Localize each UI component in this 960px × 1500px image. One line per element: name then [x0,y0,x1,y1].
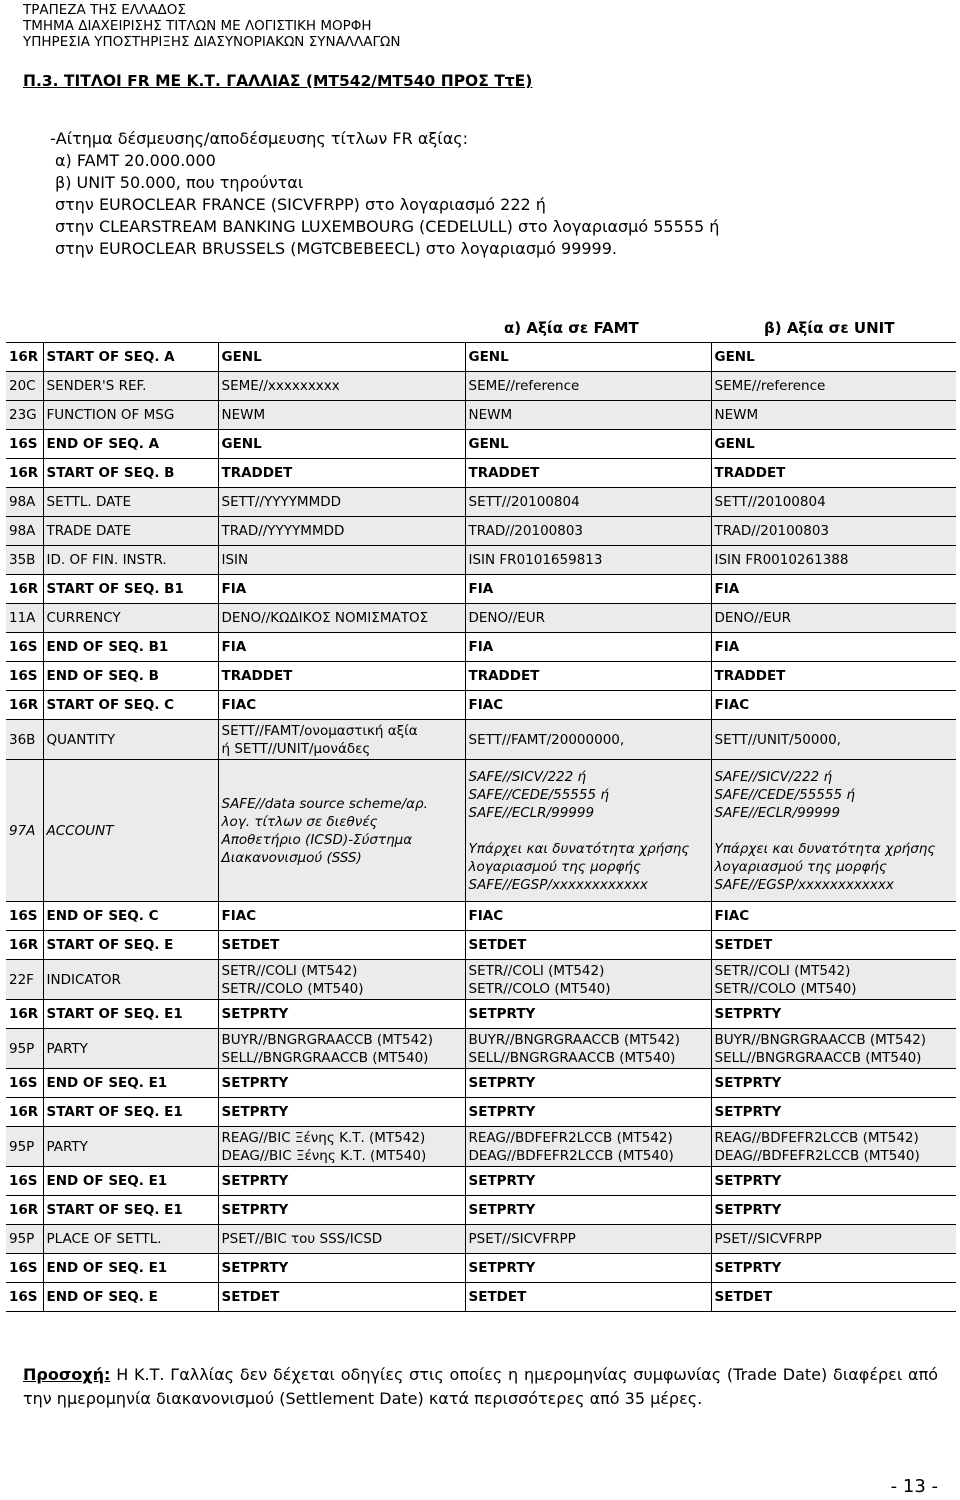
cell-unit-value: SETPRTY [711,1000,956,1029]
table-row [6,459,956,488]
intro-text [50,128,720,260]
cell-field: START OF SEQ. E1 [43,1000,218,1029]
table-row [6,401,956,430]
header-line-3: ΥΠΗΡΕΣΙΑ ΥΠΟΣΤΗΡΙΞΗΣ ΔΙΑΣΥΝΟΡΙΑΚΩΝ ΣΥΝΑΛΛΑΓΩΝ [23,34,401,50]
cell-unit-value: SAFE//SICV/222 ή SAFE//CEDE/55555 ή SAFE//ECLR/99999 Υπάρχει και δυνατότητα χρήσης λογαριασμού της μορφής SAFE//EGSP/xxxxxxxxxxxx [711,760,956,902]
cell-unit-value: TRAD//20100803 [711,517,956,546]
cell-tag: 16R [6,1000,43,1029]
cell-unit-value: SETPRTY [711,1196,956,1225]
cell-format: SAFE//data source scheme/αρ. λογ. τίτλων σε διεθνές Αποθετήριο (ICSD)-Σύστημα Διακανονισμού (SSS) [218,760,465,902]
table-row [6,633,956,662]
table-row [6,546,956,575]
note-text: Η Κ.Τ. Γαλλίας δεν δέχεται οδηγίες στις οποίες η ημερομηνίας συμφωνίας (Trade Date) διαφέρει από την ημερομηνία διακανονισμού (Settlement Date) κατά περισσότερες από 35 μέρες. [23,1365,938,1408]
cell-format: SETR//COLI (MT542) SETR//COLO (MT540) [218,960,465,1000]
cell-unit-value: GENL [711,343,956,372]
cell-field: END OF SEQ. E [43,1283,218,1312]
cell-field: SETTL. DATE [43,488,218,517]
cell-field: END OF SEQ. B [43,662,218,691]
intro-line: στην EUROCLEAR FRANCE (SICVFRPP) στο λογαριασμό 222 ή [55,195,546,214]
cell-unit-value: SETT//20100804 [711,488,956,517]
cell-format: SETPRTY [218,1000,465,1029]
table-row [6,430,956,459]
cell-tag: 95P [6,1225,43,1254]
cell-tag: 36B [6,720,43,760]
cell-unit-value: PSET//SICVFRPP [711,1225,956,1254]
intro-line: στην EUROCLEAR BRUSSELS (MGTCBEBEECL) στο λογαριασμό 99999. [55,239,617,258]
cell-tag: 16S [6,662,43,691]
cell-format: FIA [218,633,465,662]
cell-tag: 22F [6,960,43,1000]
cell-famt-value: SEME//reference [465,372,711,401]
intro-line: στην CLEARSTREAM BANKING LUXEMBOURG (CEDELULL) στο λογαριασμό 55555 ή [55,217,720,236]
cell-field: CURRENCY [43,604,218,633]
cell-format: TRADDET [218,662,465,691]
cell-format: FIAC [218,691,465,720]
cell-famt-value: TRAD//20100803 [465,517,711,546]
column-heading-famt: α) Αξία σε FAMT [504,319,639,337]
intro-line: α) FAMT 20.000.000 [55,151,216,170]
cell-format: SETDET [218,1283,465,1312]
cell-field: END OF SEQ. E1 [43,1167,218,1196]
cell-tag: 16R [6,575,43,604]
cell-tag: 98A [6,517,43,546]
cell-famt-value: SETR//COLI (MT542) SETR//COLO (MT540) [465,960,711,1000]
cell-unit-value: SEME//reference [711,372,956,401]
table-row [6,575,956,604]
cell-unit-value: SETPRTY [711,1254,956,1283]
cell-unit-value: FIAC [711,691,956,720]
cell-field: START OF SEQ. E [43,931,218,960]
table-row [6,517,956,546]
cell-format: SETPRTY [218,1167,465,1196]
table-row [6,1225,956,1254]
table-row [6,1196,956,1225]
cell-famt-value: TRADDET [465,662,711,691]
cell-unit-value: DENO//EUR [711,604,956,633]
table-row [6,1098,956,1127]
cell-unit-value: SETPRTY [711,1098,956,1127]
cell-format: SETPRTY [218,1196,465,1225]
cell-unit-value: FIA [711,575,956,604]
cell-tag: 16S [6,633,43,662]
cell-tag: 16S [6,1069,43,1098]
cell-format: SETT//YYYYMMDD [218,488,465,517]
cell-unit-value: SETDET [711,1283,956,1312]
cell-tag: 23G [6,401,43,430]
cell-field: START OF SEQ. A [43,343,218,372]
cell-famt-value: SETDET [465,931,711,960]
swift-message-table [6,342,956,1312]
cell-famt-value: SETT//FAMT/20000000, [465,720,711,760]
cell-field: TRADE DATE [43,517,218,546]
cell-famt-value: SETPRTY [465,1098,711,1127]
table-row [6,662,956,691]
cell-unit-value: SETT//UNIT/50000, [711,720,956,760]
cell-field: END OF SEQ. E1 [43,1069,218,1098]
table-row [6,760,956,902]
cell-field: END OF SEQ. A [43,430,218,459]
table-row [6,691,956,720]
cell-format: DENO//ΚΩΔΙΚΟΣ ΝΟΜΙΣΜΑΤΟΣ [218,604,465,633]
cell-famt-value: ISIN FR0101659813 [465,546,711,575]
cell-tag: 16R [6,1196,43,1225]
note-label: Προσοχή: [23,1365,111,1384]
column-heading-unit: β) Αξία σε UNIT [764,319,895,337]
table-row [6,720,956,760]
cell-tag: 35B [6,546,43,575]
cell-field: END OF SEQ. E1 [43,1254,218,1283]
cell-unit-value: BUYR//BNGRGRAACCB (MT542) SELL//BNGRGRAACCB (MT540) [711,1029,956,1069]
table-row [6,931,956,960]
cell-unit-value: SETPRTY [711,1167,956,1196]
table-row [6,604,956,633]
document-header [23,2,400,50]
cell-tag: 16S [6,1283,43,1312]
cell-format: GENL [218,430,465,459]
cell-famt-value: NEWM [465,401,711,430]
cell-format: REAG//BIC Ξένης Κ.Τ. (MT542) DEAG//BIC Ξένης Κ.Τ. (MT540) [218,1127,465,1167]
cell-tag: 16R [6,931,43,960]
cell-tag: 16R [6,343,43,372]
cell-unit-value: GENL [711,430,956,459]
cell-tag: 16S [6,1254,43,1283]
cell-format: TRAD//YYYYMMDD [218,517,465,546]
table-row [6,960,956,1000]
cell-famt-value: FIAC [465,902,711,931]
note-paragraph [23,1363,938,1411]
cell-famt-value: FIAC [465,691,711,720]
cell-unit-value: TRADDET [711,662,956,691]
cell-unit-value: SETPRTY [711,1069,956,1098]
cell-unit-value: NEWM [711,401,956,430]
cell-unit-value: FIA [711,633,956,662]
cell-famt-value: TRADDET [465,459,711,488]
intro-line: -Αίτημα δέσμευσης/αποδέσμευσης τίτλων FR αξίας: [50,129,469,148]
cell-field: ID. OF FIN. INSTR. [43,546,218,575]
cell-famt-value: DENO//EUR [465,604,711,633]
cell-famt-value: SETPRTY [465,1000,711,1029]
cell-field: PARTY [43,1029,218,1069]
table-row [6,1069,956,1098]
table-row [6,902,956,931]
cell-famt-value: SETPRTY [465,1069,711,1098]
cell-format: PSET//BIC του SSS/ICSD [218,1225,465,1254]
table-row [6,1254,956,1283]
cell-tag: 16S [6,1167,43,1196]
cell-tag: 98A [6,488,43,517]
cell-format: NEWM [218,401,465,430]
cell-tag: 16R [6,691,43,720]
cell-famt-value: FIA [465,633,711,662]
table-row [6,1000,956,1029]
header-line-1: ΤΡΑΠΕΖΑ ΤΗΣ ΕΛΛΑΔΟΣ [23,2,186,18]
cell-famt-value: SETPRTY [465,1196,711,1225]
cell-format: SETT//FAMT/ονομαστική αξία ή SETT//UNIT/μονάδες [218,720,465,760]
cell-famt-value: SETDET [465,1283,711,1312]
cell-famt-value: GENL [465,430,711,459]
cell-unit-value: REAG//BDFEFR2LCCB (MT542) DEAG//BDFEFR2LCCB (MT540) [711,1127,956,1167]
cell-famt-value: SETT//20100804 [465,488,711,517]
page-number: - 13 - [890,1476,938,1497]
cell-field: INDICATOR [43,960,218,1000]
cell-format: SETPRTY [218,1098,465,1127]
cell-famt-value: SAFE//SICV/222 ή SAFE//CEDE/55555 ή SAFE//ECLR/99999 Υπάρχει και δυνατότητα χρήσης λογαριασμού της μορφής SAFE//EGSP/xxxxxxxxxxxx [465,760,711,902]
cell-format: TRADDET [218,459,465,488]
cell-field: PARTY [43,1127,218,1167]
cell-field: START OF SEQ. B1 [43,575,218,604]
cell-unit-value: SETDET [711,931,956,960]
cell-unit-value: TRADDET [711,459,956,488]
cell-tag: 16S [6,430,43,459]
cell-famt-value: SETPRTY [465,1167,711,1196]
section-title: Π.3. ΤΙΤΛΟΙ FR ΜΕ Κ.Τ. ΓΑΛΛΙΑΣ (MT542/MT540 ΠΡΟΣ ΤτΕ) [23,72,533,90]
cell-field: START OF SEQ. E1 [43,1098,218,1127]
header-line-2: ΤΜΗΜΑ ΔΙΑΧΕΙΡΙΣΗΣ ΤΙΤΛΩΝ ΜΕ ΛΟΓΙΣΤΙΚΗ ΜΟΡΦΗ [23,18,372,34]
cell-field: START OF SEQ. B [43,459,218,488]
cell-tag: 95P [6,1029,43,1069]
cell-format: GENL [218,343,465,372]
cell-field: END OF SEQ. B1 [43,633,218,662]
cell-unit-value: ISIN FR0010261388 [711,546,956,575]
cell-famt-value: PSET//SICVFRPP [465,1225,711,1254]
cell-unit-value: FIAC [711,902,956,931]
cell-format: SEME//xxxxxxxxx [218,372,465,401]
cell-format: SETPRTY [218,1254,465,1283]
cell-field: START OF SEQ. E1 [43,1196,218,1225]
cell-field: SENDER'S REF. [43,372,218,401]
cell-tag: 16R [6,459,43,488]
cell-field: ACCOUNT [43,760,218,902]
cell-famt-value: FIA [465,575,711,604]
cell-format: FIA [218,575,465,604]
cell-field: QUANTITY [43,720,218,760]
intro-line: β) UNIT 50.000, που τηρούνται [55,173,304,192]
table-row [6,1167,956,1196]
cell-format: SETDET [218,931,465,960]
table-row [6,488,956,517]
cell-format: BUYR//BNGRGRAACCB (MT542) SELL//BNGRGRAACCB (MT540) [218,1029,465,1069]
cell-tag: 95P [6,1127,43,1167]
swift-message-table-body [6,343,956,1312]
cell-format: ISIN [218,546,465,575]
table-row [6,1127,956,1167]
cell-tag: 16S [6,902,43,931]
cell-tag: 16R [6,1098,43,1127]
cell-format: SETPRTY [218,1069,465,1098]
cell-format: FIAC [218,902,465,931]
table-row [6,372,956,401]
table-row [6,1283,956,1312]
cell-famt-value: SETPRTY [465,1254,711,1283]
cell-field: END OF SEQ. C [43,902,218,931]
cell-famt-value: BUYR//BNGRGRAACCB (MT542) SELL//BNGRGRAACCB (MT540) [465,1029,711,1069]
table-row [6,1029,956,1069]
table-row [6,343,956,372]
cell-field: PLACE OF SETTL. [43,1225,218,1254]
cell-famt-value: REAG//BDFEFR2LCCB (MT542) DEAG//BDFEFR2LCCB (MT540) [465,1127,711,1167]
cell-famt-value: GENL [465,343,711,372]
cell-tag: 11A [6,604,43,633]
cell-field: START OF SEQ. C [43,691,218,720]
cell-tag: 20C [6,372,43,401]
cell-unit-value: SETR//COLI (MT542) SETR//COLO (MT540) [711,960,956,1000]
cell-field: FUNCTION OF MSG [43,401,218,430]
cell-tag: 97A [6,760,43,902]
